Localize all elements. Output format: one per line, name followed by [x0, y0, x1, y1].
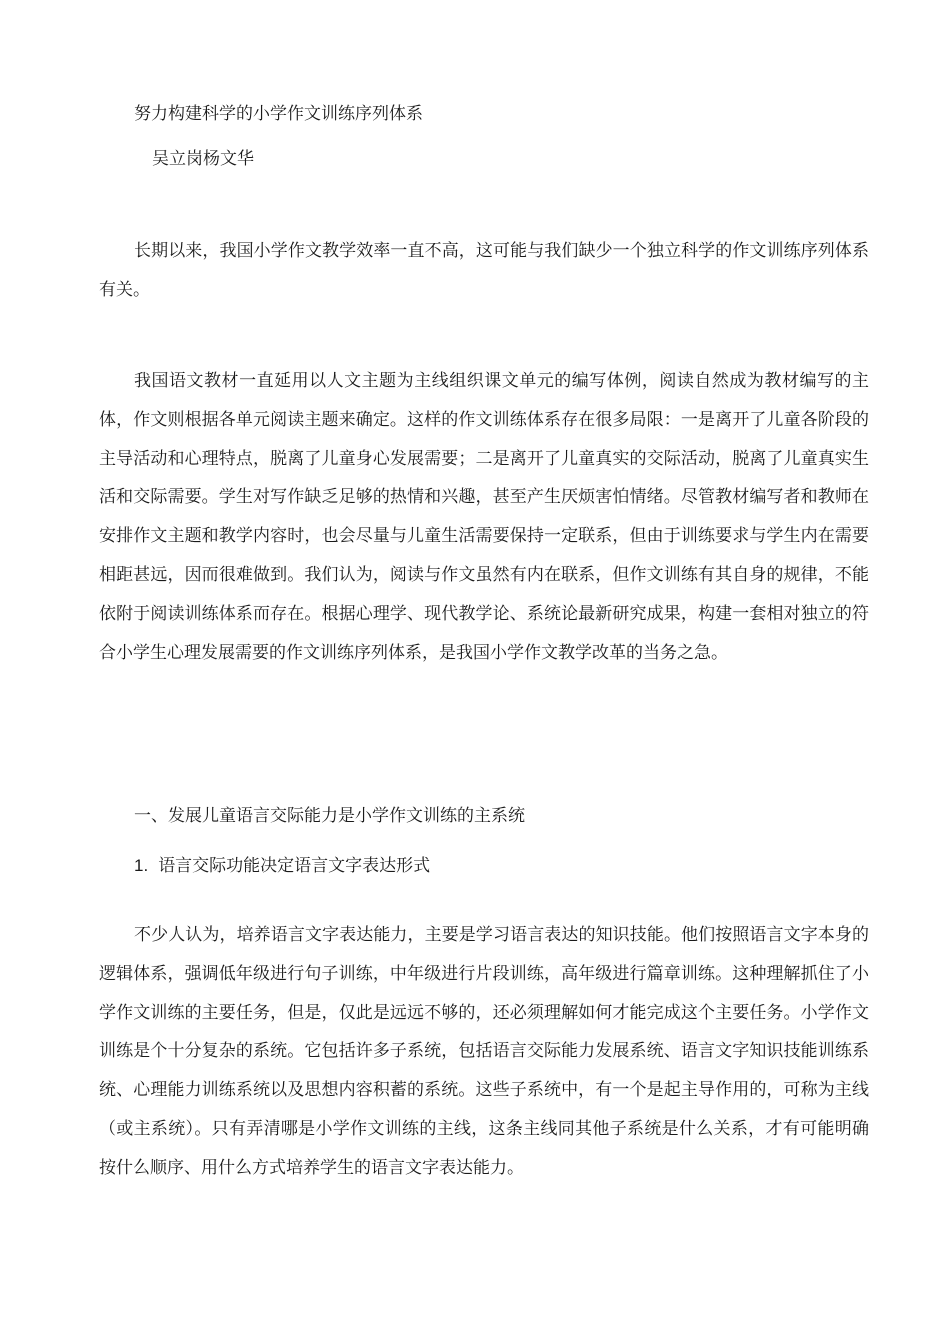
document-title: 努力构建科学的小学作文训练序列体系 [134, 104, 423, 124]
document-authors: 吴立岗杨文华 [152, 149, 254, 169]
section-heading: 一、发展儿童语言交际能力是小学作文训练的主系统 [134, 806, 525, 826]
subsection-number: 1. [134, 856, 149, 875]
subsection-heading [134, 856, 430, 876]
body-paragraph: 我国语文教材一直延用以人文主题为主线组织课文单元的编写体例，阅读自然成为教材编写的主体，作文则根据各单元阅读主题来确定。这样的作文训练体系存在很多局限：一是离开了儿童各阶段的主导活动和心理特点，脱离了儿童身心发展需要；二是离开了儿童真实的交际活动，脱离了儿童真实生活和交际需要。学生对写作缺乏足够的热情和兴趣，甚至产生厌烦害怕情绪。尽管教材编写者和教师在安排作文主题和教学内容时，也会尽量与儿童生活需要保持一定联系，但由于训练要求与学生内在需要相距甚远，因而很难做到。我们认为，阅读与作文虽然有内在联系，但作文训练有其自身的规律，不能依附于阅读训练体系而存在。根据心理学、现代教学论、系统论最新研究成果，构建一套相对独立的符合小学生心理发展需要的作文训练序列体系，是我国小学作文教学改革的当务之急。 [99, 371, 869, 663]
subsection-title: 语言交际功能决定语言文字表达形式 [158, 856, 431, 875]
intro-paragraph: 长期以来，我国小学作文教学效率一直不高，这可能与我们缺少一个独立科学的作文训练序列体系有关。 [99, 241, 869, 300]
section-paragraph: 不少人认为，培养语言文字表达能力，主要是学习语言表达的知识技能。他们按照语言文字本身的逻辑体系，强调低年级进行句子训练，中年级进行片段训练，高年级进行篇章训练。这种理解抓住了小学作文训练的主要任务，但是，仅此是远远不够的，还必须理解如何才能完成这个主要任务。小学作文训练是个十分复杂的系统。它包括许多子系统，包括语言交际能力发展系统、语言文字知识技能训练系统、心理能力训练系统以及思想内容积蓄的系统。这些子系统中，有一个是起主导作用的，可称为主线（或主系统）。只有弄清哪是小学作文训练的主线，这条主线同其他子系统是什么关系，才有可能明确按什么顺序、用什么方式培养学生的语言文字表达能力。 [99, 925, 869, 1178]
